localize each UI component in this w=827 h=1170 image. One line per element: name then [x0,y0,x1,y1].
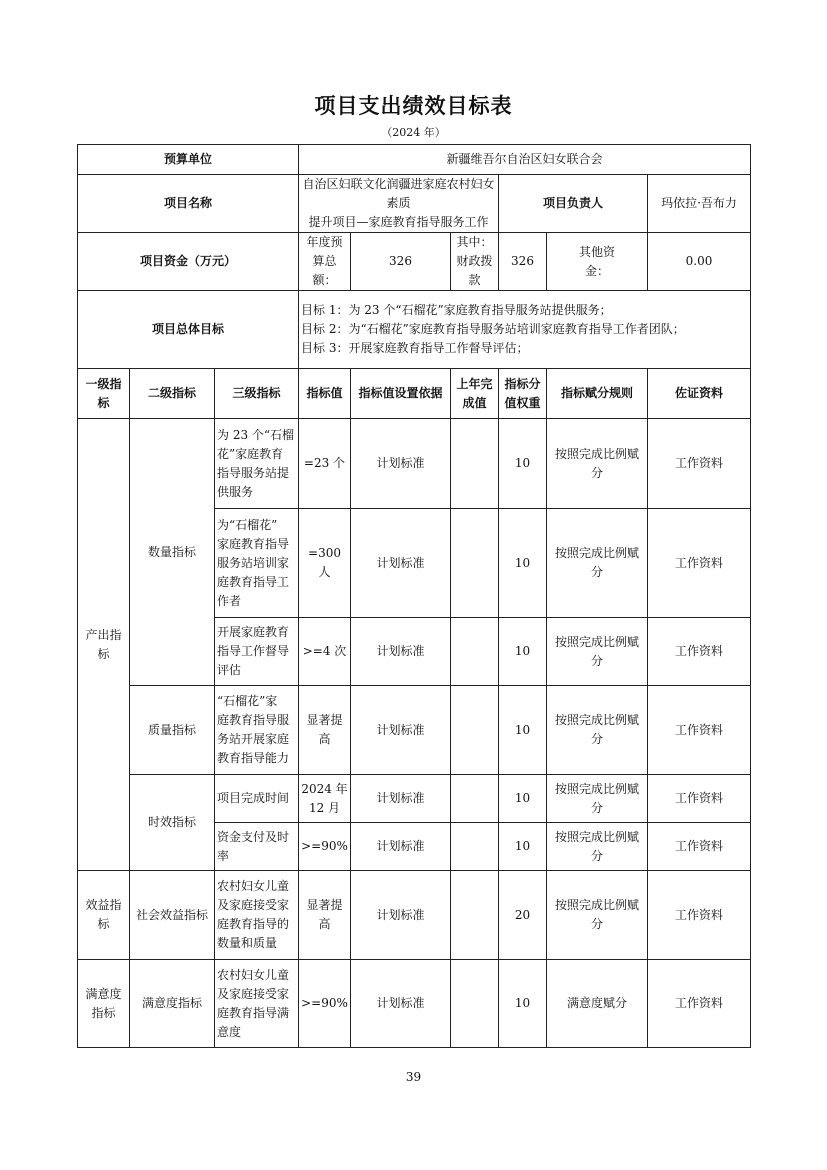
evidence-cell: 工作资料 [648,618,751,686]
table-row [78,775,751,823]
group-quality: 质量指标 [130,686,215,775]
col-level2: 二级指标 [130,369,215,419]
rule-cell: 按照完成比例赋 分 [547,509,648,618]
annual-budget-label: 年度预算总 额： [299,233,351,291]
project-name-label: 项目名称 [78,175,299,233]
weight-cell: 10 [499,775,547,823]
overall-goal-item: 目标 3：开展家庭教育指导工作督导评估； [301,341,529,355]
page-number: 39 [405,1070,422,1084]
evidence-cell: 工作资料 [648,960,751,1048]
basis-cell: 计划标准 [351,686,451,775]
basis-cell: 计划标准 [351,419,451,509]
col-level1: 一级指 标 [78,369,130,419]
basis-cell: 计划标准 [351,618,451,686]
evidence-cell: 工作资料 [648,509,751,618]
value-cell: =23 个 [299,419,351,509]
fiscal-label: 其中：财政拨款 [451,233,499,291]
rule-cell: 按照完成比例赋 分 [547,618,648,686]
col-level3: 三级指标 [215,369,299,419]
col-evidence: 佐证资料 [648,369,751,419]
project-funds-label: 项目资金（万元） [78,233,299,291]
group-quantity: 数量指标 [130,419,215,686]
last-year-cell [451,871,499,960]
group-satisfaction: 满意度 指标 [78,960,130,1048]
rule-cell: 按照完成比例赋 分 [547,871,648,960]
rule-cell: 按照完成比例赋 分 [547,775,648,823]
rule-cell: 按照完成比例赋 分 [547,419,648,509]
project-leader-value: 玛依拉·吾布力 [648,175,751,233]
col-value: 指标值 [299,369,351,419]
level3-cell: 为“石榴花” 家庭教育指导 服务站培训家 庭教育指导工 作者 [215,509,299,618]
last-year-cell [451,618,499,686]
table-row [78,686,751,775]
value-cell: >=90% [299,960,351,1048]
col-last-year: 上年完 成值 [451,369,499,419]
level3-cell: 资金支付及时 率 [215,823,299,871]
level3-cell: 开展家庭教育 指导工作督导 评估 [215,618,299,686]
basis-cell: 计划标准 [351,509,451,618]
performance-target-table [77,144,751,1048]
budget-unit-value: 新疆维吾尔自治区妇女联合会 [299,145,751,175]
col-weight: 指标分 值权重 [499,369,547,419]
last-year-cell [451,686,499,775]
overall-goal-label: 项目总体目标 [78,291,299,369]
project-leader-label: 项目负责人 [499,175,648,233]
evidence-cell: 工作资料 [648,775,751,823]
last-year-cell [451,419,499,509]
other-funds-label: 其他资 金： [547,233,648,291]
weight-cell: 10 [499,509,547,618]
rule-cell: 满意度赋分 [547,960,648,1048]
basis-cell: 计划标准 [351,960,451,1048]
group-timeliness: 时效指标 [130,775,215,871]
last-year-cell [451,960,499,1048]
level3-cell: “石榴花”家 庭教育指导服 务站开展家庭 教育指导能力 [215,686,299,775]
weight-cell: 10 [499,960,547,1048]
weight-cell: 10 [499,618,547,686]
basis-cell: 计划标准 [351,871,451,960]
rule-cell: 按照完成比例赋 分 [547,686,648,775]
last-year-cell [451,775,499,823]
basis-cell: 计划标准 [351,823,451,871]
level3-cell: 为 23 个“石榴 花”家庭教育 指导服务站提 供服务 [215,419,299,509]
value-cell: 显著提高 [299,686,351,775]
table-row [78,871,751,960]
value-cell: 显著提高 [299,871,351,960]
last-year-cell [451,823,499,871]
basis-cell: 计划标准 [351,775,451,823]
table-row [78,419,751,509]
weight-cell: 20 [499,871,547,960]
evidence-cell: 工作资料 [648,823,751,871]
value-cell: =300 人 [299,509,351,618]
group-social-benefit: 社会效益指标 [130,871,215,960]
rule-cell: 按照完成比例赋 分 [547,823,648,871]
level3-cell: 项目完成时间 [215,775,299,823]
value-cell: >=90% [299,823,351,871]
group-satisfaction-indicator: 满意度指标 [130,960,215,1048]
project-name-value: 自治区妇联文化润疆进家庭农村妇女素质 提升项目—家庭教育指导服务工作 [299,175,499,233]
evidence-cell: 工作资料 [648,686,751,775]
weight-cell: 10 [499,419,547,509]
fiscal-value: 326 [499,233,547,291]
last-year-cell [451,509,499,618]
year-label: （2024 年） [381,126,446,139]
page-title: 项目支出绩效目标表 [314,94,513,118]
annual-budget-value: 326 [351,233,451,291]
weight-cell: 10 [499,823,547,871]
other-funds-value: 0.00 [648,233,751,291]
overall-goals [299,291,751,369]
col-basis: 指标值设置依据 [351,369,451,419]
table-row [78,960,751,1048]
level3-cell: 农村妇女儿童 及家庭接受家 庭教育指导满 意度 [215,960,299,1048]
budget-unit-label: 预算单位 [78,145,299,175]
value-cell: >=4 次 [299,618,351,686]
value-cell: 2024 年 12 月 [299,775,351,823]
overall-goal-item: 目标 1：为 23 个“石榴花”家庭教育指导服务站提供服务； [301,303,612,317]
evidence-cell: 工作资料 [648,419,751,509]
level3-cell: 农村妇女儿童 及家庭接受家 庭教育指导的 数量和质量 [215,871,299,960]
evidence-cell: 工作资料 [648,871,751,960]
group-benefit: 效益指 标 [78,871,130,960]
weight-cell: 10 [499,686,547,775]
overall-goal-item: 目标 2：为“石榴花”家庭教育指导服务站培训家庭教育指导工作者团队； [301,322,685,336]
group-output: 产出指 标 [78,419,130,871]
col-rule: 指标赋分规则 [547,369,648,419]
